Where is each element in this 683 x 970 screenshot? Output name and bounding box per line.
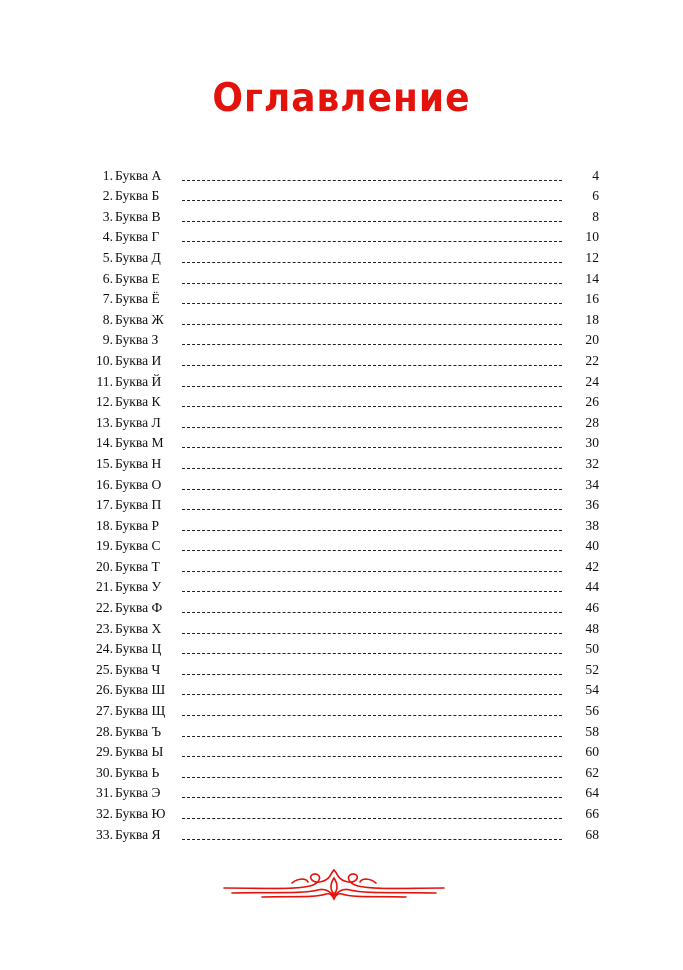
toc-entry[interactable]: [80, 411, 600, 432]
toc-entry[interactable]: [80, 514, 600, 535]
toc-entry[interactable]: [80, 226, 600, 247]
toc-entry-label: Буква П: [115, 497, 162, 513]
toc-entry[interactable]: [80, 802, 600, 823]
toc-leader-line: [182, 611, 562, 613]
toc-entry-page: 66: [585, 806, 599, 821]
toc-entry-number: 13.: [96, 414, 113, 430]
toc-leader-line: [182, 529, 562, 531]
toc-entry-label: Буква Г: [115, 229, 160, 245]
toc-entry-label: Буква К: [115, 394, 161, 410]
toc-entry[interactable]: [80, 741, 600, 762]
toc-entry-label: Буква Д: [115, 249, 161, 265]
toc-entry-label: Буква В: [115, 208, 161, 224]
toc-entry-label: Буква Р: [115, 517, 160, 533]
toc-leader-line: [182, 693, 562, 695]
toc-entry-label: Буква Б: [115, 188, 160, 204]
toc-entry[interactable]: [80, 164, 600, 185]
toc-entry[interactable]: [80, 267, 600, 288]
toc-entry-number: 8.: [102, 311, 113, 327]
toc-entry[interactable]: [80, 432, 600, 453]
toc-entry-number: 18.: [96, 517, 113, 533]
toc-entry-page: 8: [592, 208, 599, 224]
toc-entry[interactable]: [80, 596, 600, 617]
toc-entry-page: 36: [585, 497, 599, 513]
toc-entry[interactable]: [80, 288, 600, 309]
toc-entry-number: 33.: [96, 826, 113, 842]
toc-entry[interactable]: [80, 205, 600, 226]
toc-entry-page: 24: [585, 373, 599, 389]
table-of-contents: [80, 164, 600, 844]
toc-entry-page: 64: [585, 785, 599, 801]
toc-leader-line: [182, 838, 562, 840]
toc-entry[interactable]: [80, 782, 600, 803]
toc-entry[interactable]: [80, 535, 600, 556]
toc-entry-page: 12: [585, 249, 599, 265]
toc-entry-page: 62: [585, 764, 599, 780]
toc-entry[interactable]: [80, 576, 600, 597]
toc-entry-label: Буква Ё: [115, 291, 160, 307]
toc-entry[interactable]: [80, 617, 600, 638]
toc-entry-label: Буква З: [115, 332, 159, 348]
toc-entry-number: 16.: [96, 476, 113, 492]
toc-entry-label: Буква Е: [115, 270, 160, 286]
toc-entry-number: 28.: [96, 723, 113, 739]
toc-entry-page: 54: [585, 682, 599, 698]
toc-leader-line: [182, 343, 562, 345]
toc-entry[interactable]: [80, 699, 600, 720]
toc-entry-page: 42: [585, 558, 599, 574]
toc-leader-line: [182, 632, 562, 634]
toc-leader-line: [182, 796, 562, 798]
toc-entry-page: 44: [585, 579, 599, 595]
toc-entry-number: 1.: [102, 167, 113, 183]
toc-entry-label: Буква Й: [115, 373, 162, 389]
toc-entry-page: 30: [585, 435, 599, 451]
toc-entry-label: Буква Ъ: [115, 723, 162, 739]
toc-entry[interactable]: [80, 555, 600, 576]
toc-entry-number: 7.: [102, 291, 113, 307]
toc-leader-line: [182, 735, 562, 737]
toc-entry-label: Буква Ю: [115, 806, 166, 821]
toc-entry-label: Буква У: [115, 579, 162, 595]
toc-entry-number: 32.: [96, 806, 113, 821]
toc-entry[interactable]: [80, 370, 600, 391]
toc-entry-number: 23.: [96, 620, 113, 636]
toc-entry-label: Буква Л: [115, 414, 161, 430]
toc-entry-number: 5.: [102, 249, 113, 265]
toc-entry-number: 4.: [102, 229, 113, 245]
toc-entry[interactable]: [80, 823, 600, 844]
toc-entry-label: Буква Ж: [115, 311, 164, 327]
toc-entry[interactable]: [80, 329, 600, 350]
toc-leader-line: [182, 570, 562, 572]
toc-entry-label: Буква Ч: [115, 661, 161, 677]
toc-leader-line: [182, 385, 562, 387]
toc-entry-number: 9.: [102, 332, 113, 348]
page-title: Оглавление: [212, 76, 471, 121]
toc-leader-line: [182, 817, 562, 819]
toc-entry-number: 11.: [96, 373, 113, 389]
toc-entry-label: Буква Ш: [115, 682, 166, 698]
toc-entry-page: 26: [585, 394, 599, 410]
toc-entry-page: 22: [585, 352, 599, 368]
toc-entry[interactable]: [80, 246, 600, 267]
toc-entry-page: 68: [585, 826, 599, 842]
toc-entry[interactable]: [80, 452, 600, 473]
toc-entry-number: 30.: [96, 764, 113, 780]
toc-leader-line: [182, 590, 562, 592]
toc-leader-line: [182, 220, 562, 222]
toc-entry-number: 20.: [96, 558, 113, 574]
toc-entry-label: Буква А: [115, 167, 162, 183]
toc-entry[interactable]: [80, 308, 600, 329]
toc-leader-line: [182, 426, 562, 428]
toc-entry[interactable]: [80, 658, 600, 679]
toc-leader-line: [182, 508, 562, 510]
toc-leader-line: [182, 549, 562, 551]
toc-leader-line: [182, 199, 562, 201]
toc-entry-number: 19.: [96, 538, 113, 554]
toc-entry-page: 60: [585, 744, 599, 760]
toc-entry-label: Буква Щ: [115, 703, 166, 719]
toc-entry-page: 34: [585, 476, 599, 492]
toc-entry-label: Буква Ц: [115, 641, 162, 657]
toc-entry-number: 6.: [102, 270, 113, 286]
toc-leader-line: [182, 488, 562, 490]
toc-entry-page: 38: [585, 517, 599, 533]
toc-entry[interactable]: [80, 185, 600, 206]
toc-entry-page: 48: [585, 620, 599, 636]
toc-entry-label: Буква Ь: [115, 764, 160, 780]
toc-entry-label: Буква С: [115, 538, 161, 554]
toc-entry[interactable]: [80, 494, 600, 515]
toc-entry-page: 52: [585, 661, 599, 677]
toc-leader-line: [182, 323, 562, 325]
toc-entry-page: 58: [585, 723, 599, 739]
toc-entry-page: 4: [592, 167, 599, 183]
toc-entry-number: 21.: [96, 579, 113, 595]
toc-entry-number: 17.: [96, 497, 113, 513]
toc-entry-label: Буква Н: [115, 455, 162, 471]
toc-entry-number: 22.: [96, 600, 113, 616]
toc-entry-number: 14.: [96, 435, 113, 451]
toc-leader-line: [182, 179, 562, 181]
toc-entry-label: Буква Х: [115, 620, 162, 636]
toc-leader-line: [182, 652, 562, 654]
toc-entry-label: Буква Ф: [115, 600, 163, 616]
toc-leader-line: [182, 405, 562, 407]
toc-entry-label: Буква М: [115, 435, 164, 451]
toc-entry-number: 26.: [96, 682, 113, 698]
toc-entry[interactable]: [80, 349, 600, 370]
toc-leader-line: [182, 673, 562, 675]
toc-entry-page: 18: [585, 311, 599, 327]
toc-entry-number: 24.: [96, 641, 113, 657]
toc-entry-label: Буква Т: [115, 558, 160, 574]
toc-entry-page: 14: [585, 270, 599, 286]
toc-leader-line: [182, 261, 562, 263]
toc-leader-line: [182, 282, 562, 284]
toc-leader-line: [182, 302, 562, 304]
toc-entry-number: 12.: [96, 394, 113, 410]
decorative-flourish-icon: [222, 866, 446, 906]
toc-entry-number: 29.: [96, 744, 113, 760]
toc-leader-line: [182, 364, 562, 366]
toc-entry-number: 10.: [96, 352, 113, 368]
toc-entry-page: 16: [585, 291, 599, 307]
toc-entry-label: Буква Ы: [115, 744, 164, 760]
toc-entry-page: 32: [585, 455, 599, 471]
toc-entry[interactable]: [80, 720, 600, 741]
toc-entry-label: Буква О: [115, 476, 162, 492]
toc-leader-line: [182, 467, 562, 469]
toc-leader-line: [182, 240, 562, 242]
toc-entry-label: Буква Э: [115, 785, 161, 801]
toc-entry[interactable]: [80, 391, 600, 412]
toc-entry-page: 46: [585, 600, 599, 616]
toc-entry-page: 10: [585, 229, 599, 245]
toc-entry[interactable]: [80, 679, 600, 700]
toc-entry[interactable]: [80, 761, 600, 782]
toc-leader-line: [182, 755, 562, 757]
toc-entry-number: 3.: [102, 208, 113, 224]
toc-entry[interactable]: [80, 638, 600, 659]
toc-entry-label: Буква И: [115, 352, 162, 368]
toc-entry-label: Буква Я: [115, 826, 161, 842]
toc-entry-number: 31.: [96, 785, 113, 801]
toc-leader-line: [182, 714, 562, 716]
toc-leader-line: [182, 446, 562, 448]
toc-entry-page: 20: [585, 332, 599, 348]
toc-entry-page: 50: [585, 641, 599, 657]
toc-entry-number: 15.: [96, 455, 113, 471]
toc-entry-page: 40: [585, 538, 599, 554]
toc-leader-line: [182, 776, 562, 778]
toc-entry-page: 6: [592, 188, 599, 204]
toc-entry-page: 28: [585, 414, 599, 430]
toc-entry[interactable]: [80, 473, 600, 494]
toc-entry-page: 56: [585, 703, 599, 719]
toc-entry-number: 27.: [96, 703, 113, 719]
toc-entry-number: 25.: [96, 661, 113, 677]
toc-entry-number: 2.: [102, 188, 113, 204]
